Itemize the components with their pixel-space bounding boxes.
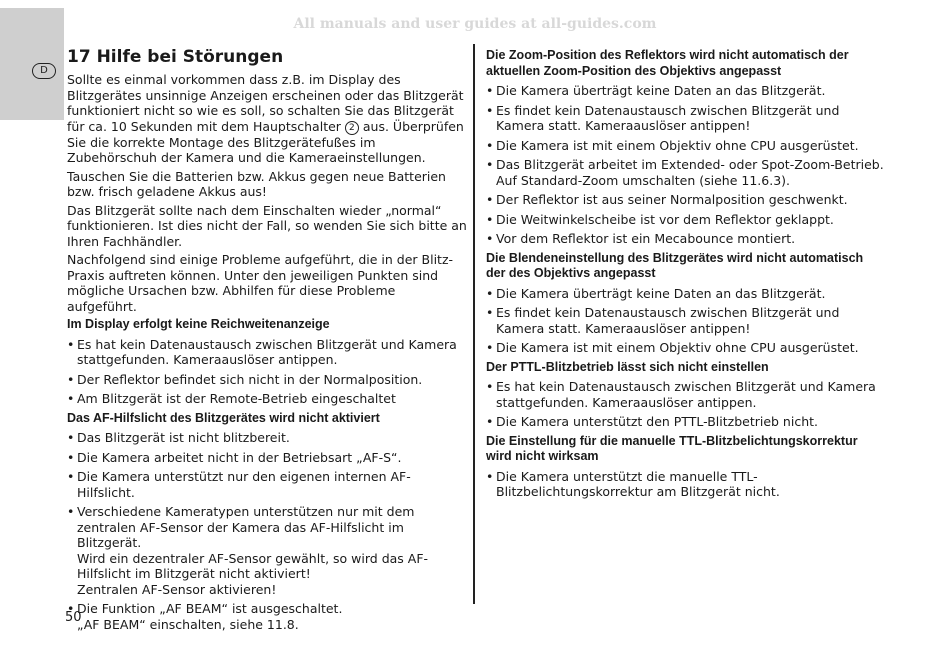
list-item: • Es findet kein Datenaustausch zwischen Blitzgerät und Kamera statt. Kameraauslöser antippen!: [486, 305, 886, 336]
list-item: • Die Weitwinkelscheibe ist vor dem Reflektor geklappt.: [486, 212, 886, 228]
ttl-correction-list: [486, 469, 886, 500]
right-column: [486, 46, 886, 504]
list-item: • Am Blitzgerät ist der Remote-Betrieb eingeschaltet: [67, 391, 467, 407]
section-heading-af-assist: Das AF-Hilfslicht des Blitzgerätes wird nicht aktiviert: [67, 410, 380, 425]
intro-paragraph-2: Tauschen Sie die Batterien bzw. Akkus gegen neue Batterien bzw. frisch geladene Akkus aus!: [67, 168, 446, 199]
list-item: • Die Kamera überträgt keine Daten an das Blitzgerät.: [486, 286, 886, 302]
language-badge: D: [32, 63, 56, 79]
main-switch-marker-icon: 2: [345, 121, 359, 135]
page-number: 50: [65, 610, 82, 625]
intro-paragraph-1: Sollte es einmal vorkommen dass z.B. im Display des Blitzgerätes unsinnige Anzeigen erscheinen oder das Blitzgerät funktioniert nicht so wie es soll, so schalten Sie das Blitzgerät für ca. 10 Sekunden mit dem Hauptschalter 2 aus. Überprüfen Sie die korrekte Montage des Blitzgerätefußes im Zubehörschuh der Kamera und die Kameraeinstellungen.: [67, 72, 464, 165]
list-item: • Die Kamera ist mit einem Objektiv ohne CPU ausgerüstet.: [486, 138, 886, 154]
chapter-title: 17 Hilfe bei Störungen: [67, 47, 284, 67]
list-item: • Es hat kein Datenaustausch zwischen Blitzgerät und Kamera stattgefunden. Kameraauslöser antippen.: [486, 379, 886, 410]
list-item: • Die Kamera ist mit einem Objektiv ohne CPU ausgerüstet.: [486, 340, 886, 356]
list-item: • Die Kamera unterstützt den PTTL-Blitzbetrieb nicht.: [486, 414, 886, 430]
list-item: • Der Reflektor ist aus seiner Normalposition geschwenkt.: [486, 192, 886, 208]
section-heading-ttl-correction: Die Einstellung für die manuelle TTL-Blitzbelichtungskorrektur wird nicht wirksam: [486, 433, 858, 463]
intro-paragraph-4: Nachfolgend sind einige Probleme aufgeführt, die in der Blitz-Praxis auftreten können. Unter den jeweiligen Punkten sind mögliche Ursachen bzw. Abhilfen für diese Probleme aufgeführt.: [67, 252, 454, 314]
section-heading-range-display: Im Display erfolgt keine Reichweitenanzeige: [67, 317, 330, 331]
watermark: All manuals and user guides at all-guides.com: [293, 16, 657, 32]
intro-paragraph-3: Das Blitzgerät sollte nach dem Einschalten wieder „normal“ funktionieren. Ist dies nicht der Fall, so wenden Sie sich bitte an Ihren Fachhändler.: [67, 202, 467, 249]
section-heading-aperture: Die Blendeneinstellung des Blitzgerätes wird nicht automatisch der des Objektivs angepasst: [486, 250, 864, 280]
list-item: • Verschiedene Kameratypen unterstützen nur mit dem zentralen AF-Sensor der Kamera das AF-Hilfslicht im Blitzgerät. Wird ein dezentraler AF-Sensor gewählt, so wird das AF-Hilfslicht im Blitzgerät nicht aktiviert! Zentralen AF-Sensor aktivieren!: [67, 504, 467, 597]
zoom-position-list: [486, 83, 886, 247]
section-heading-pttl: Der PTTL-Blitzbetrieb lässt sich nicht einstellen: [486, 359, 769, 374]
list-item: • Die Kamera überträgt keine Daten an das Blitzgerät.: [486, 83, 886, 99]
language-side-tab: [0, 8, 64, 120]
list-item: • Der Reflektor befindet sich nicht in der Normalposition.: [67, 372, 467, 388]
left-column: [67, 46, 467, 636]
list-item: • Die Kamera arbeitet nicht in der Betriebsart „AF-S“.: [67, 450, 467, 466]
column-divider: [473, 44, 475, 604]
pttl-list: [486, 379, 886, 430]
list-item: • Die Kamera unterstützt die manuelle TTL-Blitzbelichtungskorrektur am Blitzgerät nicht.: [486, 469, 886, 500]
list-item: • Das Blitzgerät ist nicht blitzbereit.: [67, 430, 467, 446]
list-item: • Vor dem Reflektor ist ein Mecabounce montiert.: [486, 231, 886, 247]
list-item: • Die Funktion „AF BEAM“ ist ausgeschaltet. „AF BEAM“ einschalten, siehe 11.8.: [67, 601, 467, 632]
section-heading-zoom-position: Die Zoom-Position des Reflektors wird nicht automatisch der aktuellen Zoom-Position des Objektivs angepasst: [486, 48, 849, 78]
list-item: • Es findet kein Datenaustausch zwischen Blitzgerät und Kamera statt. Kameraauslöser antippen!: [486, 103, 886, 134]
list-item: • Die Kamera unterstützt nur den eigenen internen AF-Hilfslicht.: [67, 469, 467, 500]
af-assist-list: [67, 430, 467, 632]
list-item: • Es hat kein Datenaustausch zwischen Blitzgerät und Kamera stattgefunden. Kameraauslöser antippen.: [67, 337, 467, 368]
aperture-list: [486, 286, 886, 356]
range-display-list: [67, 337, 467, 407]
list-item: • Das Blitzgerät arbeitet im Extended- oder Spot-Zoom-Betrieb. Auf Standard-Zoom umschalten (siehe 11.6.3).: [486, 157, 886, 188]
